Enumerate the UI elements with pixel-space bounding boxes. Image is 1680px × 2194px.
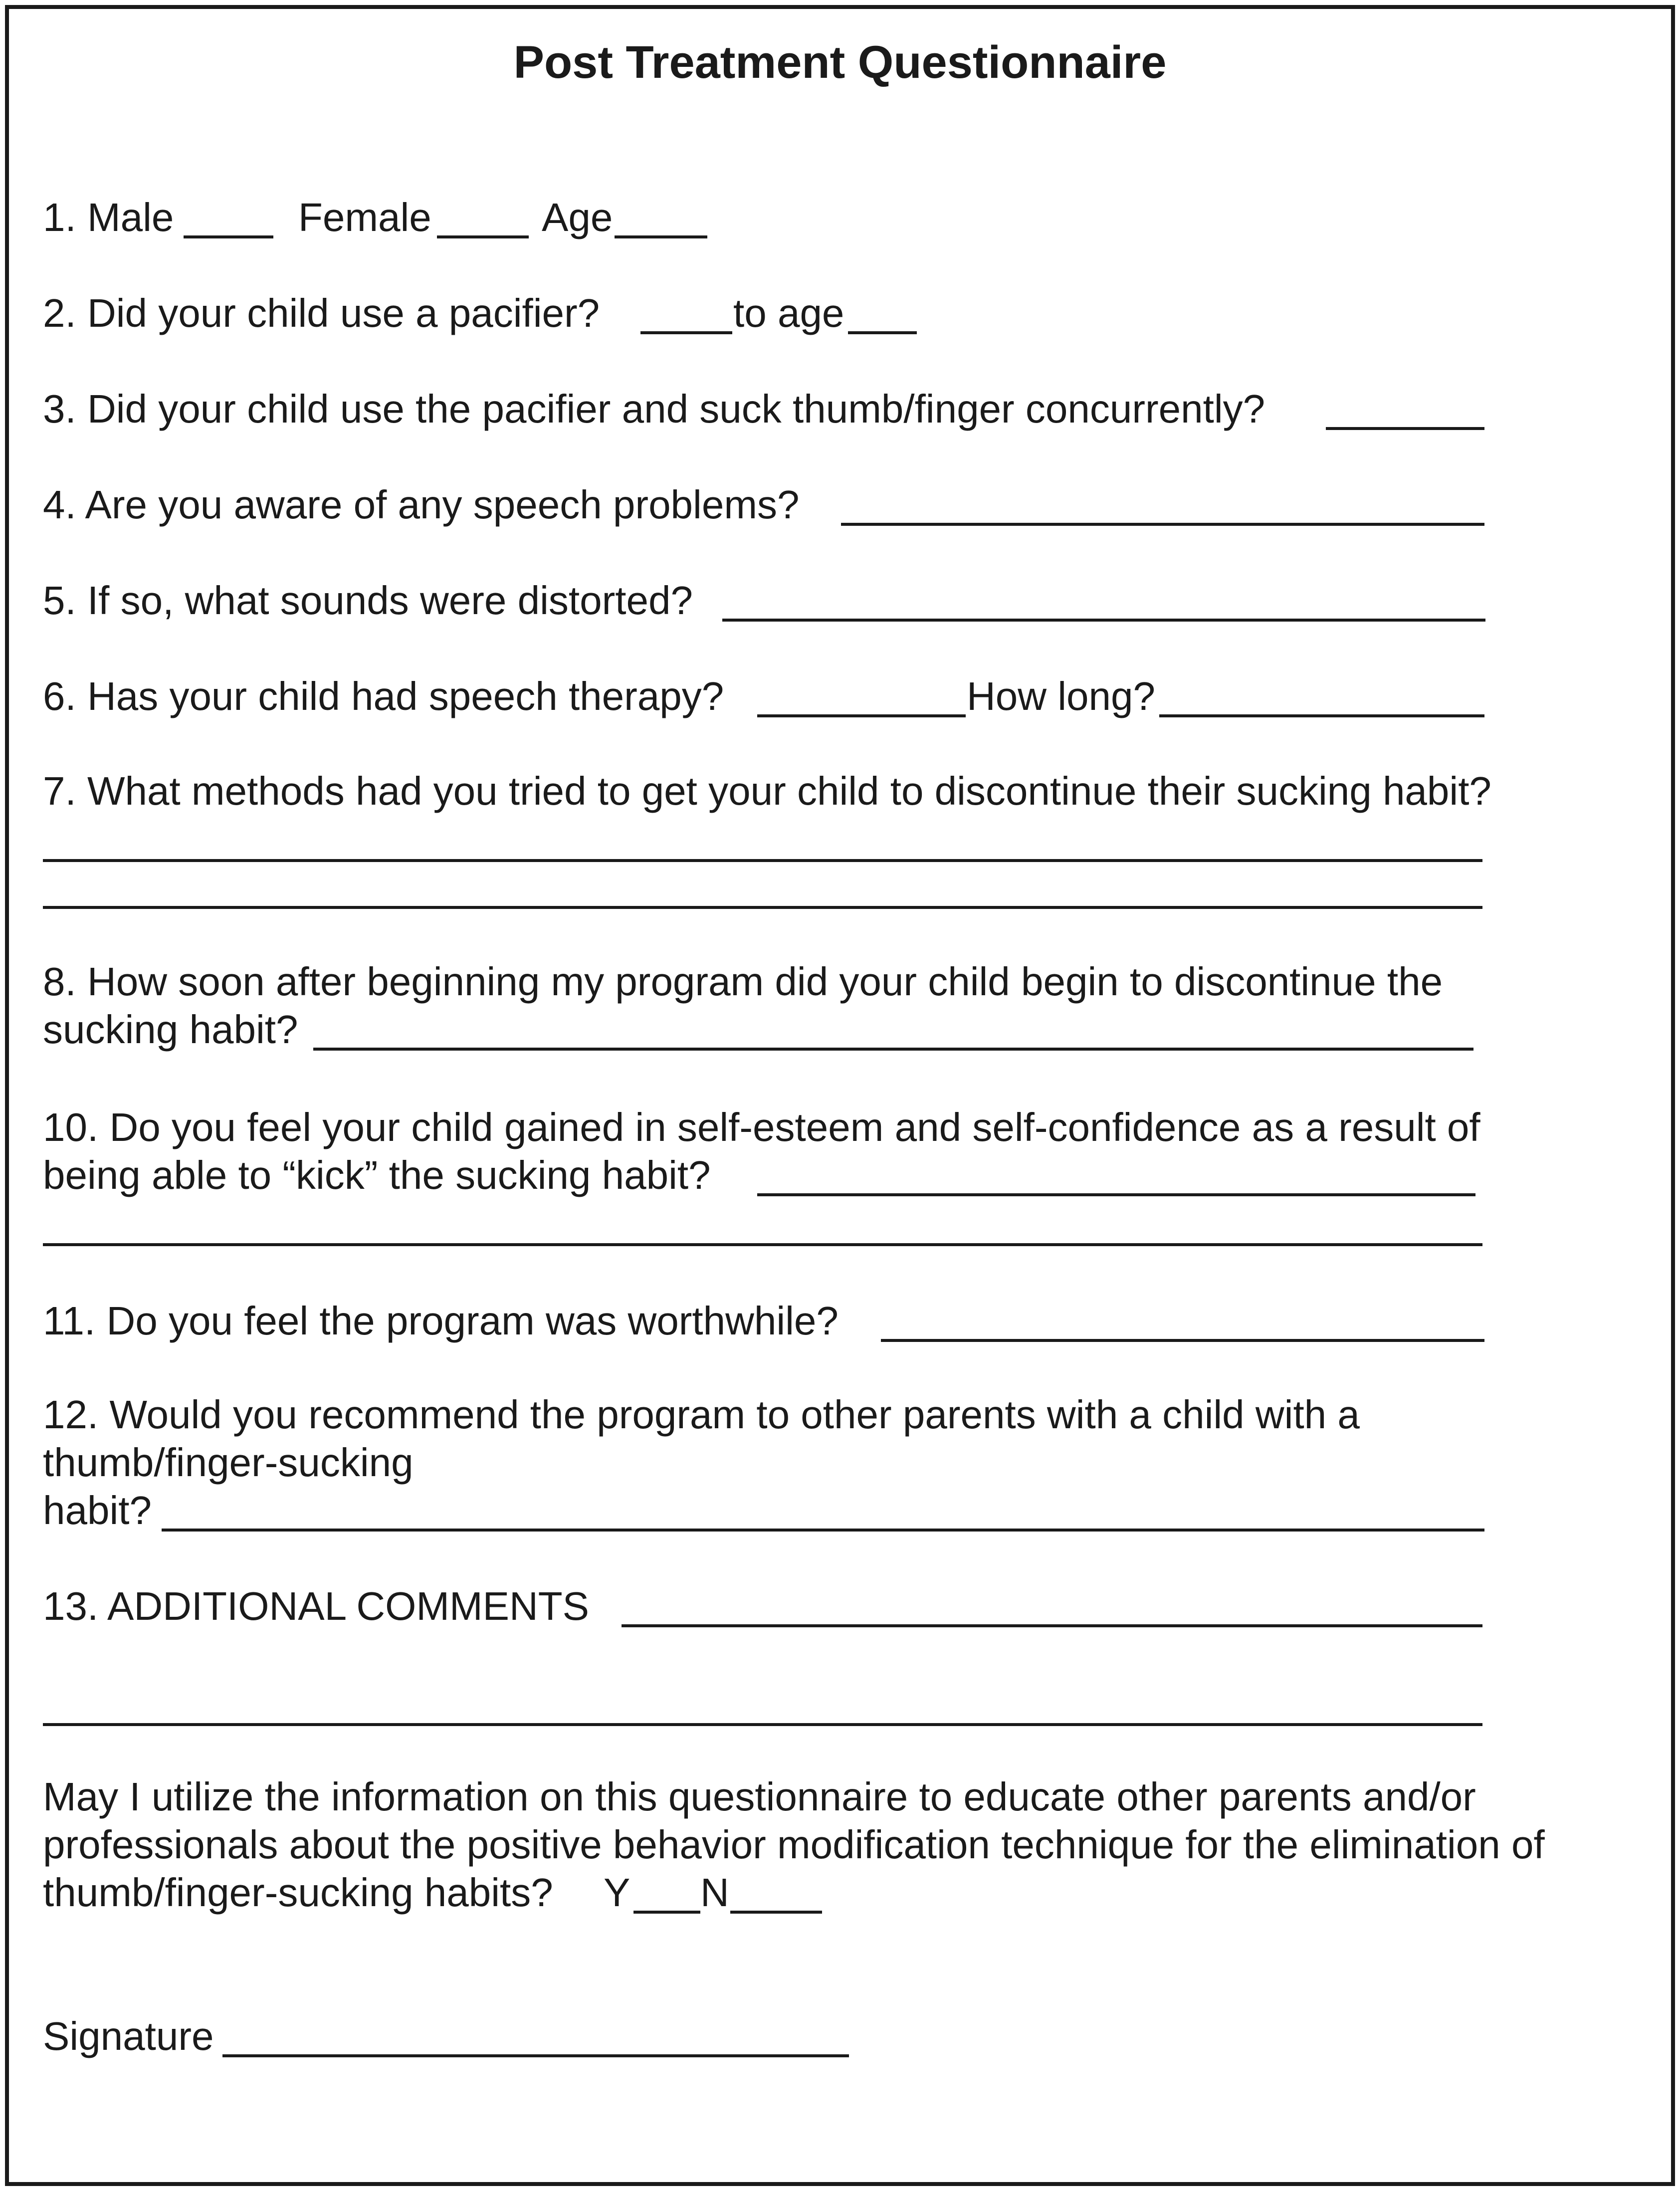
q4-field[interactable] bbox=[841, 523, 1484, 526]
consent-yes-label: Y bbox=[604, 1870, 630, 1915]
q6-label: 6. Has your child had speech therapy? bbox=[43, 674, 724, 718]
signature-field[interactable] bbox=[222, 2054, 849, 2057]
q11-field[interactable] bbox=[881, 1339, 1484, 1342]
q1-age-field[interactable] bbox=[615, 235, 707, 238]
q5-label: 5. If so, what sounds were distorted? bbox=[43, 578, 693, 623]
q6-how-long-field[interactable] bbox=[1159, 714, 1484, 717]
q11-label: 11. Do you feel the program was worthwhile? bbox=[43, 1299, 839, 1343]
questionnaire-frame bbox=[5, 5, 1675, 2186]
q6-therapy-field[interactable] bbox=[757, 714, 966, 717]
q10-label-line-1: 10. Do you feel your child gained in self-esteem and self-confidence as a result of bbox=[43, 1105, 1480, 1149]
q5-field[interactable] bbox=[722, 619, 1485, 622]
q1-age-label: Age bbox=[542, 195, 613, 239]
q7-field-line-1[interactable] bbox=[43, 859, 1482, 862]
q13-field-line-2[interactable] bbox=[43, 1723, 1482, 1726]
consent-no-field[interactable] bbox=[730, 1911, 822, 1914]
q3-field[interactable] bbox=[1326, 427, 1484, 430]
page-title: Post Treatment Questionnaire bbox=[513, 37, 1167, 88]
q10-field-line-2[interactable] bbox=[43, 1243, 1482, 1246]
q10-field-line-1[interactable] bbox=[757, 1193, 1475, 1196]
consent-line-2: professionals about the positive behavior modification technique for the elimination of bbox=[43, 1822, 1545, 1867]
q8-label-line-1: 8. How soon after beginning my program did your child begin to discontinue the bbox=[43, 959, 1443, 1004]
consent-line-3: thumb/finger-sucking habits? bbox=[43, 1870, 553, 1915]
q12-field[interactable] bbox=[162, 1529, 1484, 1532]
q8-label-line-2: sucking habit? bbox=[43, 1007, 298, 1052]
q10-label-line-2: being able to “kick” the sucking habit? bbox=[43, 1153, 711, 1197]
q12-label-line-1: 12. Would you recommend the program to other parents with a child with a bbox=[43, 1392, 1360, 1437]
q1-female-label: Female bbox=[298, 195, 431, 239]
q3-label: 3. Did your child use the pacifier and suck thumb/finger concurrently? bbox=[43, 387, 1265, 431]
q6-how-long-label: How long? bbox=[967, 674, 1156, 718]
q4-label: 4. Are you aware of any speech problems? bbox=[43, 482, 800, 527]
q2-label: 2. Did your child use a pacifier? bbox=[43, 291, 600, 335]
q12-label-line-2: thumb/finger-sucking bbox=[43, 1440, 414, 1485]
signature-label: Signature bbox=[43, 2014, 214, 2058]
q1-female-field[interactable] bbox=[437, 235, 529, 238]
q1-male-label: 1. Male bbox=[43, 195, 174, 239]
q7-label: 7. What methods had you tried to get your child to discontinue their sucking habit? bbox=[43, 769, 1491, 813]
q8-field[interactable] bbox=[313, 1048, 1473, 1051]
q2-age-field[interactable] bbox=[848, 331, 917, 334]
q13-label: 13. ADDITIONAL COMMENTS bbox=[43, 1584, 589, 1628]
consent-no-label: N bbox=[700, 1870, 729, 1915]
q2-to-age-label: to age bbox=[733, 291, 844, 335]
q13-field-line-1[interactable] bbox=[622, 1624, 1482, 1627]
q12-label-line-3: habit? bbox=[43, 1488, 152, 1533]
consent-yes-field[interactable] bbox=[633, 1911, 700, 1914]
consent-line-1: May I utilize the information on this questionnaire to educate other parents and/or bbox=[43, 1774, 1476, 1819]
q1-male-field[interactable] bbox=[184, 235, 273, 238]
q7-field-line-2[interactable] bbox=[43, 906, 1482, 909]
q2-pacifier-field[interactable] bbox=[640, 331, 732, 334]
